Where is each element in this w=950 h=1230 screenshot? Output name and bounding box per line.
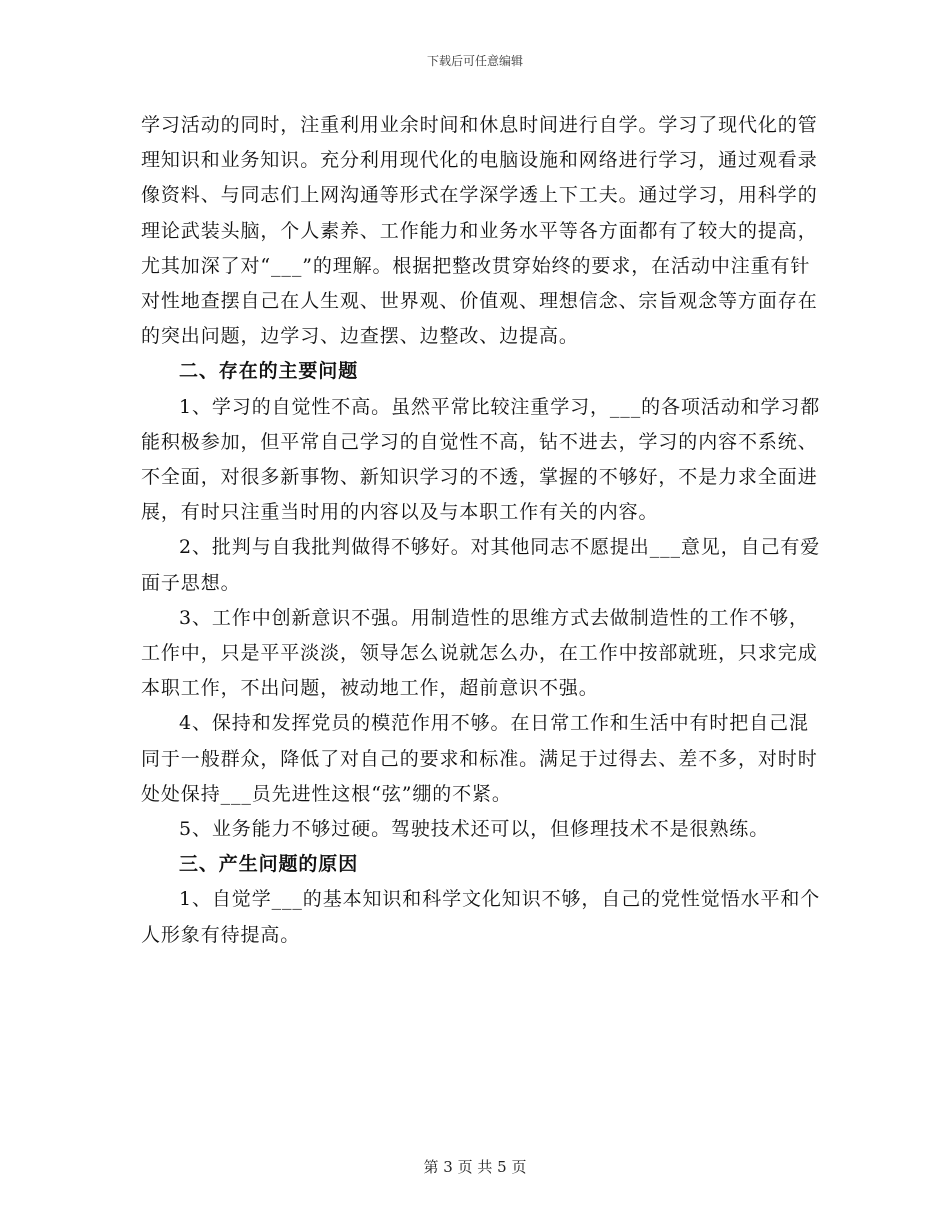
page-footer: 第 3 页 共 5 页 <box>423 1158 527 1176</box>
problem-item-3: 3、工作中创新意识不强。用制造性的思维方式去做制造性的工作不够，工作中，只是平平淡淡，领导怎么说就怎么办，在工作中按部就班，只求完成本职工作，不出问题，被动地工作，超前意识不强。 <box>141 606 818 700</box>
paragraph-study-activities: 学习活动的同时，注重利用业余时间和休息时间进行自学。学习了现代化的管理知识和业务知识。充分利用现代化的电脑设施和网络进行学习，通过观看录像资料、与同志们上网沟通等形式在学深学透上下工夫。通过学习，用科学的理论武装头脑，个人素养、工作能力和业务水平等各方面都有了较大的提高，尤其加深了对“___”的理解。根据把整改贯穿始终的要求，在活动中注重有针对性地查摆自己在人生观、世界观、价值观、理想信念、宗旨观念等方面存在的突出问题，边学习、边查摆、边整改、边提高。 <box>141 114 818 348</box>
problem-item-4: 4、保持和发挥党员的模范作用不够。在日常工作和生活中有时把自己混同于一般群众，降低了对自己的要求和标准。满足于过得去、差不多，对时时处处保持___员先进性这根“弦”绷的不紧。 <box>141 712 818 805</box>
problem-item-1: 1、学习的自觉性不高。虽然平常比较注重学习，___的各项活动和学习都能积极参加，但平常自己学习的自觉性不高，钻不进去，学习的内容不系统、不全面，对很多新事物、新知识学习的不透，掌握的不够好，不是力求全面进展，有时只注重当时用的内容以及与本职工作有关的内容。 <box>141 395 821 524</box>
problem-item-5: 5、业务能力不够过硬。驾驶技术还可以，但修理技术不是很熟练。 <box>179 818 770 841</box>
section-heading-main-problems: 二、存在的主要问题 <box>179 360 359 383</box>
page-header: 下载后可任意编辑 <box>426 54 523 68</box>
document-body <box>141 108 821 953</box>
cause-item-1: 1、自觉学___的基本知识和科学文化知识不够，自己的党性觉悟水平和个人形象有待提高。 <box>141 888 821 946</box>
section-heading-causes: 三、产生问题的原因 <box>179 853 359 876</box>
problem-item-2: 2、批判与自我批判做得不够好。对其他同志不愿提出___意见，自己有爱面子思想。 <box>141 536 821 594</box>
